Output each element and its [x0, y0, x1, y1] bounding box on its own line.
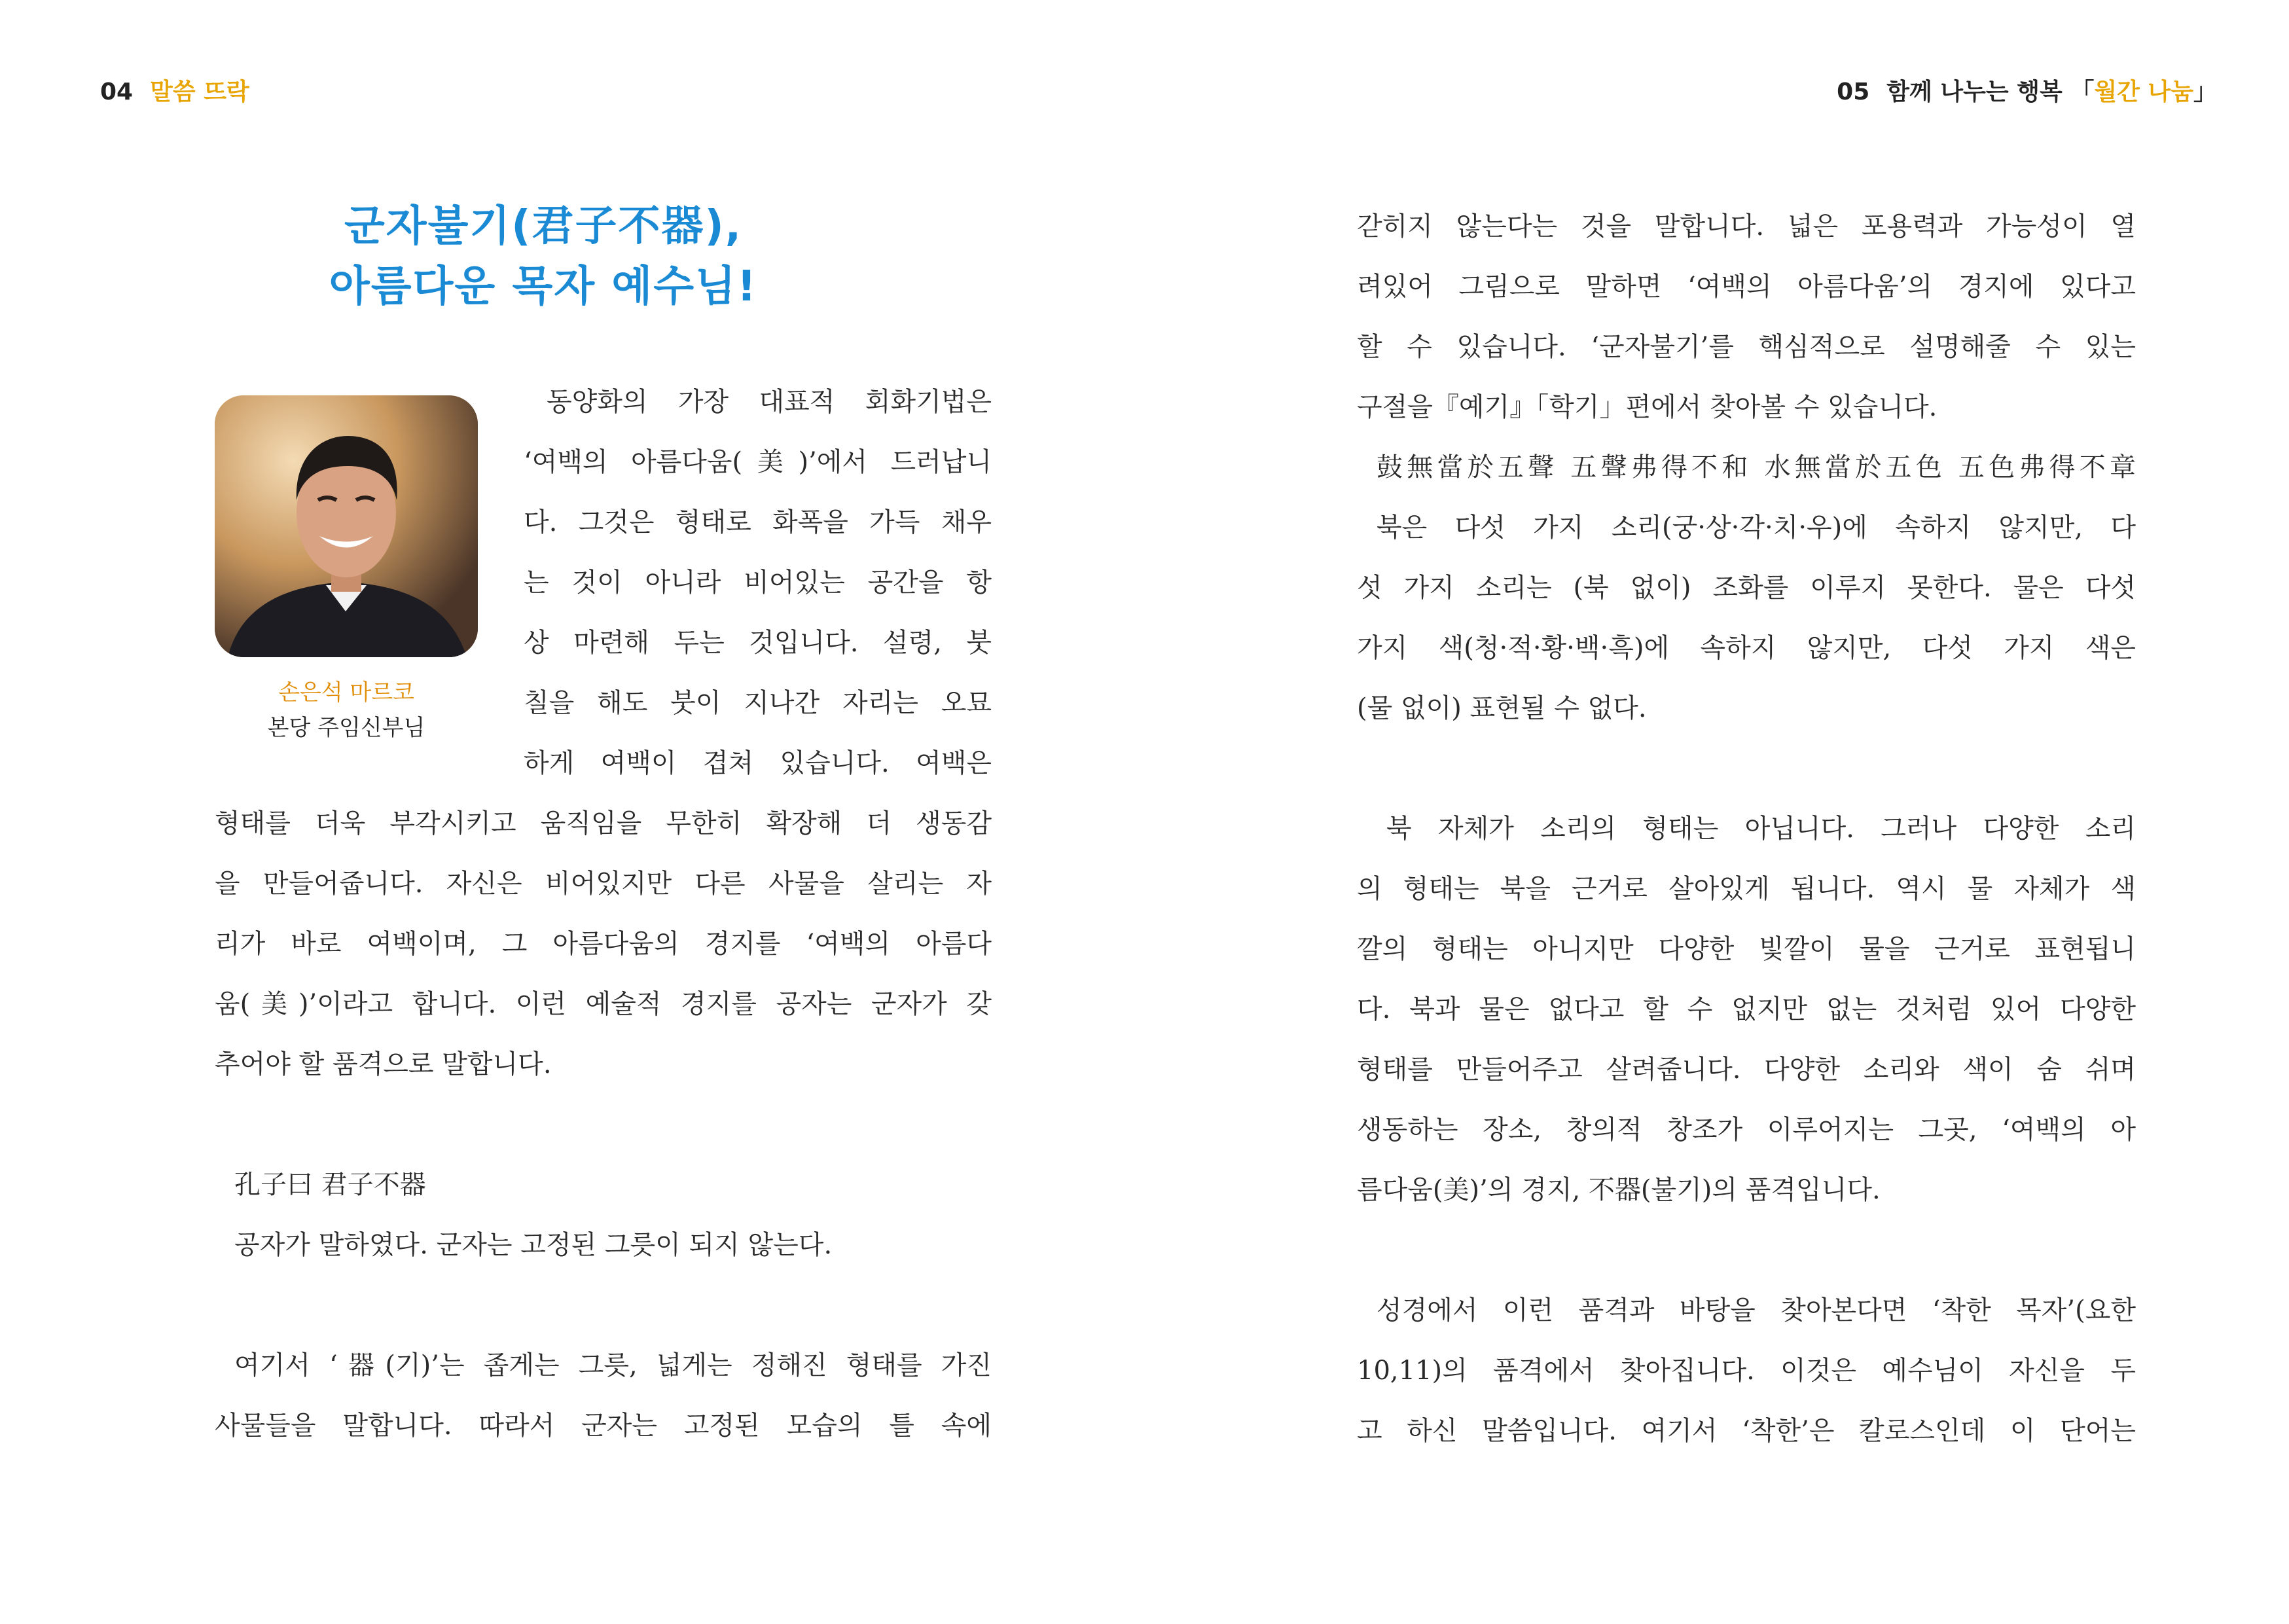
quote-translation: 섯 가지 소리는 (북 없이) 조화를 이루지 못한다. 물은 다섯	[1357, 573, 2136, 603]
body-line: 고 하신 말씀입니다. 여기서 ‘착한’은 칼로스인데 이 단어는	[1357, 1416, 2136, 1446]
left-page-header	[100, 73, 249, 107]
header-bracket-close: 」	[2193, 79, 2217, 105]
body-line: 다. 북과 물은 없다고 할 수 없지만 없는 것처럼 있어 다양한	[1357, 994, 2136, 1024]
section-title: 말씀 뜨락	[150, 79, 249, 105]
author-name: 손은석 마르코	[278, 679, 414, 706]
body-line: 여기서 ‘器(기)’는 좁게는 그릇, 넓게는 정해진 형태를 가진	[234, 1350, 992, 1380]
portrait-illustration	[215, 395, 478, 657]
body-line: 움(美)’이라고 합니다. 이런 예술적 경지를 공자는 군자가 갖	[215, 989, 992, 1019]
body-line: 북 자체가 소리의 형태는 아닙니다. 그러나 다양한 소리	[1386, 814, 2136, 844]
article-title	[216, 196, 871, 317]
body-line: 할 수 있습니다. ‘군자불기’를 핵심적으로 설명해줄 수 있는	[1357, 332, 2136, 362]
body-line: 려있어 그림으로 말하면 ‘여백의 아름다움’의 경지에 있다고	[1357, 272, 2136, 302]
body-line: 형태를 더욱 부각시키고 움직임을 무한히 확장해 더 생동감	[215, 808, 992, 839]
title-line: 군자불기(君子不器),	[344, 202, 743, 251]
body-line: 10,11)의 품격에서 찾아집니다. 이것은 예수님이 자신을 두	[1357, 1356, 2136, 1386]
title-line: 아름다운 목자 예수님!	[329, 262, 758, 311]
body-line: 갇히지 않는다는 것을 말합니다. 넓은 포용력과 가능성이 열	[1357, 211, 2136, 242]
author-portrait	[215, 395, 478, 657]
body-line: 의 형태는 북을 근거로 살아있게 됩니다. 역시 물 자체가 색	[1357, 874, 2136, 904]
publication-name: 월간 나눔	[2094, 79, 2193, 105]
body-line: 름다움(美)’의 경지, 不器(불기)의 품격입니다.	[1357, 1175, 1881, 1205]
right-page-header	[1837, 73, 2217, 107]
left-page	[0, 0, 1144, 1624]
body-line: 사물들을 말합니다. 따라서 군자는 고정된 모습의 틀 속에	[215, 1411, 992, 1441]
body-line: 동양화의 가장 대표적 회화기법은	[547, 387, 992, 417]
header-title: 함께 나누는 행복	[1886, 79, 2063, 105]
body-line: 깔의 형태는 아니지만 다양한 빛깔이 물을 근거로 표현됩니	[1357, 934, 2136, 964]
header-bracket-open: 「	[2070, 79, 2095, 105]
author-role: 본당 주임신부님	[267, 715, 425, 741]
classical-quote: 鼓無當於五聲 五聲弗得不和 水無當於五色 五色弗得不章	[1377, 452, 2136, 482]
body-line: 하게 여백이 겹쳐 있습니다. 여백은	[524, 748, 992, 778]
body-line: 칠을 해도 붓이 지나간 자리는 오묘	[524, 688, 992, 718]
body-line: 리가 바로 여백이며, 그 아름다움의 경지를 ‘여백의 아름다	[215, 929, 992, 959]
body-line: 을 만들어줍니다. 자신은 비어있지만 다른 사물을 살리는 자	[215, 869, 992, 899]
body-line: 형태를 만들어주고 살려줍니다. 다양한 소리와 색이 숨 쉬며	[1357, 1055, 2136, 1085]
body-line: 생동하는 장소, 창의적 창조가 이루어지는 그곳, ‘여백의 아	[1357, 1115, 2136, 1145]
classical-quote: 孔子曰 君子不器	[234, 1170, 426, 1200]
page-number: 04	[100, 79, 134, 105]
body-line: 성경에서 이런 품격과 바탕을 찾아본다면 ‘착한 목자’(요한	[1377, 1295, 2136, 1326]
quote-translation: 북은 다섯 가지 소리(궁·상·각·치·우)에 속하지 않지만, 다	[1377, 513, 2136, 543]
body-line: 상 마련해 두는 것입니다. 설령, 붓	[524, 628, 992, 658]
body-line: 다. 그것은 형태로 화폭을 가득 채우	[524, 507, 992, 537]
page-number: 05	[1837, 79, 1870, 105]
quote-translation: 공자가 말하였다. 군자는 고정된 그릇이 되지 않는다.	[234, 1230, 833, 1260]
right-page	[1144, 0, 2289, 1624]
body-line: 구절을『예기』「학기」편에서 찾아볼 수 있습니다.	[1357, 392, 1938, 422]
body-line: ‘여백의 아름다움(美)’에서 드러납니	[524, 447, 992, 477]
body-line: 는 것이 아니라 비어있는 공간을 항	[524, 568, 992, 598]
quote-translation: (물 없이) 표현될 수 없다.	[1357, 693, 1647, 723]
body-line: 추어야 할 품격으로 말합니다.	[215, 1049, 552, 1079]
quote-translation: 가지 색(청·적·황·백·흑)에 속하지 않지만, 다섯 가지 색은	[1357, 633, 2136, 663]
